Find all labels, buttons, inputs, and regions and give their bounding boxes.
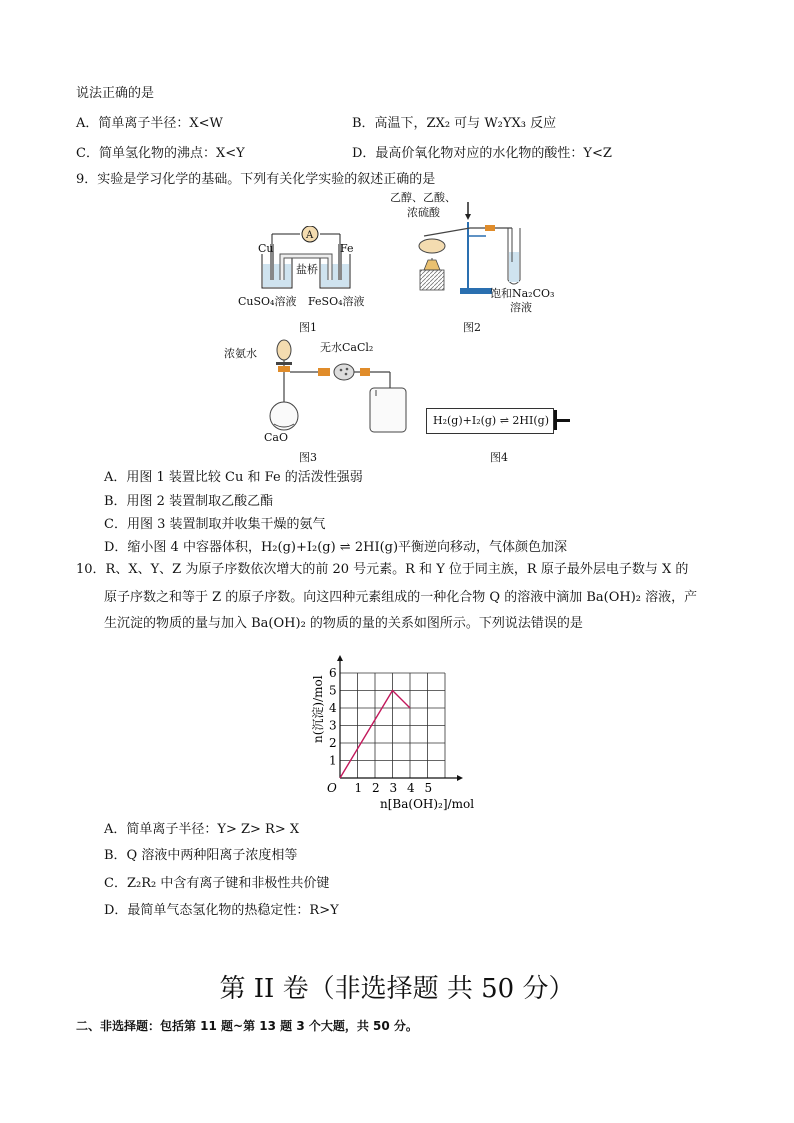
fig1-right-solution: FeSO₄溶液 bbox=[308, 295, 365, 308]
fig3-caption: 图3 bbox=[299, 451, 317, 464]
chart-grid bbox=[340, 673, 445, 778]
part-2-title: 第 II 卷（非选择题 共 50 分） bbox=[219, 974, 575, 1004]
fig1-fe-label: Fe bbox=[340, 242, 354, 255]
y-tick-label: 5 bbox=[329, 683, 337, 698]
q9-option-a: A．用图 1 装置比较 Cu 和 Fe 的活泼性强弱 bbox=[104, 470, 363, 485]
fig2-saturated-label: 饱和Na₂CO₃ bbox=[490, 287, 555, 300]
q10-stem-line3: 生沉淀的物质的量与加入 Ba(OH)₂ 的物质的量的关系如图所示。下列说法错误的是 bbox=[104, 616, 583, 631]
fig3-cacl2-label: 无水CaCl₂ bbox=[320, 341, 374, 354]
figure-4-container bbox=[426, 408, 554, 434]
q9-stem: 9．实验是学习化学的基础。下列有关化学实验的叙述正确的是 bbox=[76, 172, 436, 187]
q8-stem-end: 说法正确的是 bbox=[76, 86, 155, 101]
q9-option-d: D．缩小图 4 中容器体积，H₂(g)+I₂(g) ⇌ 2HI(g)平衡逆向移动，气体颜色加深 bbox=[104, 540, 568, 555]
q10-option-b: B．Q 溶液中两种阳离子浓度相等 bbox=[104, 848, 298, 863]
y-tick-label: 1 bbox=[329, 753, 337, 768]
q9-option-b: B．用图 2 装置制取乙酸乙酯 bbox=[104, 494, 274, 509]
fig3-cao-label: CaO bbox=[264, 431, 288, 444]
fig3-ammonia-label: 浓氨水 bbox=[224, 347, 257, 360]
fig4-equation: H₂(g)+I₂(g) ⇌ 2HI(g) bbox=[433, 414, 549, 427]
y-axis-arrow bbox=[337, 655, 343, 661]
q10-option-d: D．最简单气态氢化物的热稳定性：R>Y bbox=[104, 903, 339, 918]
y-tick-label: 3 bbox=[329, 718, 337, 733]
precipitate-chart bbox=[310, 640, 510, 812]
x-tick-label: 3 bbox=[389, 781, 398, 795]
q8-option-c: C．简单氢化物的沸点：X<Y bbox=[76, 146, 245, 161]
q10-stem-line2: 原子序数之和等于 Z 的原子序数。向这四种元素组成的一种化合物 Q 的溶液中滴加 Ba(OH)₂ 溶液，产 bbox=[104, 590, 698, 605]
fig4-piston-rod bbox=[556, 419, 570, 422]
fig4-caption: 图4 bbox=[490, 451, 508, 464]
fig1-left-solution: CuSO₄溶液 bbox=[238, 295, 297, 308]
origin-label: O bbox=[327, 781, 337, 795]
fig1-caption: 图1 bbox=[299, 321, 317, 334]
q8-option-b: B．高温下，ZX₂ 可与 W₂YX₃ 反应 bbox=[352, 116, 557, 131]
x-tick-label: 5 bbox=[424, 781, 433, 795]
fig2-caption: 图2 bbox=[463, 321, 481, 334]
fig2-solution-label: 溶液 bbox=[510, 301, 532, 314]
q9-option-c: C．用图 3 装置制取并收集干燥的氨气 bbox=[104, 517, 326, 532]
fig2-reagent-line2: 浓硫酸 bbox=[407, 206, 440, 219]
q10-option-c: C．Z₂R₂ 中含有离子键和非极性共价键 bbox=[104, 876, 330, 891]
q10-stem-line1: 10．R、X、Y、Z 为原子序数依次增大的前 20 号元素。R 和 Y 位于同主族，R 原子最外层电子数与 X 的 bbox=[76, 562, 689, 577]
x-tick-label: 1 bbox=[354, 781, 363, 795]
x-tick-label: 2 bbox=[372, 781, 380, 795]
part-2-instruction: 二、非选择题：包括第 11 题~第 13 题 3 个大题，共 50 分。 bbox=[76, 1019, 418, 1033]
q8-option-a: A．简单离子半径：X<W bbox=[76, 116, 223, 131]
fig1-salt-bridge-label: 盐桥 bbox=[296, 263, 318, 276]
x-tick-label: 4 bbox=[407, 781, 415, 795]
q10-option-a: A．简单离子半径：Y> Z> R> X bbox=[104, 822, 300, 837]
y-axis-label: n(沉淀)/mol bbox=[311, 675, 325, 743]
x-axis-label: n[Ba(OH)₂]/mol bbox=[380, 797, 475, 811]
fig1-cu-label: Cu bbox=[258, 242, 274, 255]
fig1-ammeter-label: A bbox=[306, 230, 314, 241]
fig2-reagent-line1: 乙醇、乙酸、 bbox=[390, 191, 456, 204]
y-tick-label: 2 bbox=[329, 736, 337, 750]
y-tick-label: 6 bbox=[329, 666, 337, 680]
q8-option-d: D．最高价氧化物对应的水化物的酸性：Y<Z bbox=[352, 146, 612, 161]
x-axis-arrow bbox=[457, 775, 463, 781]
y-tick-label: 4 bbox=[329, 701, 337, 715]
